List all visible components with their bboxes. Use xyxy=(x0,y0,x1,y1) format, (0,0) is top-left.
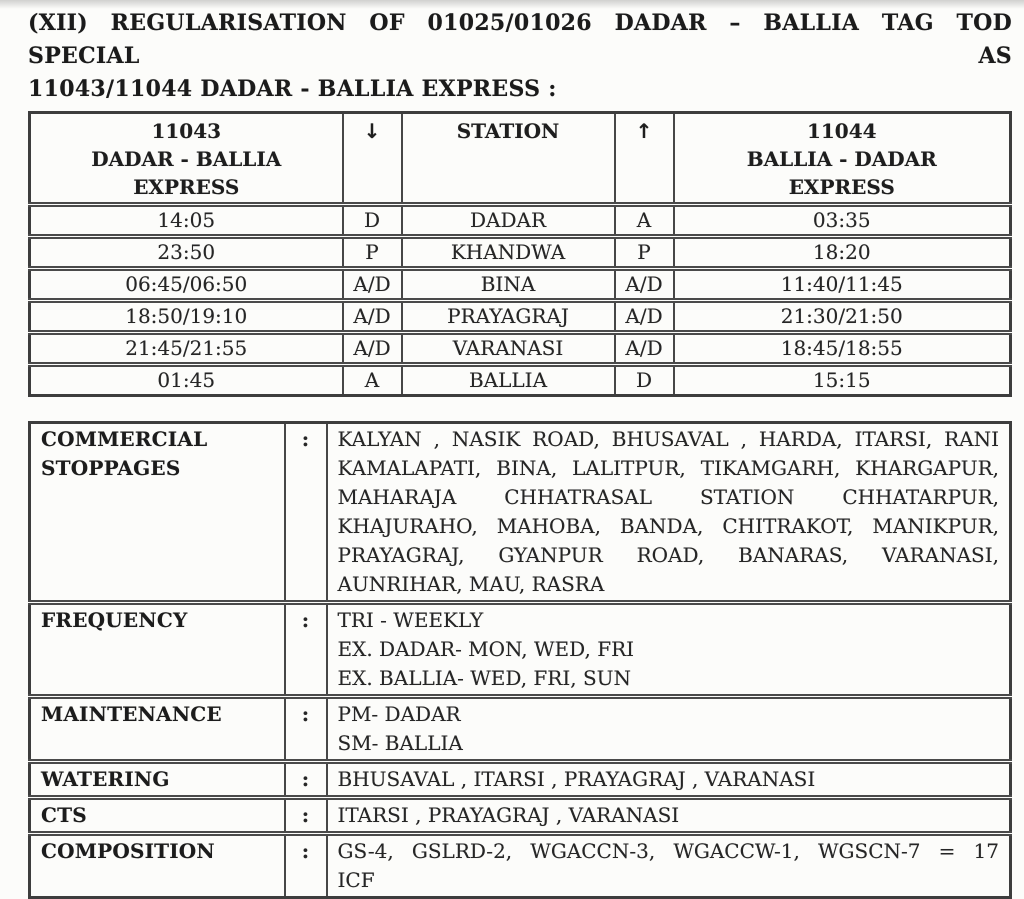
down-time-cell: 23:50 xyxy=(30,237,343,269)
colon-separator: : xyxy=(285,762,327,798)
value-line: ITARSI , PRAYAGRAJ , VARANASI xyxy=(337,803,680,827)
train-11044-type: EXPRESS xyxy=(788,175,895,199)
colon-separator: : xyxy=(285,834,327,898)
down-time-cell: 01:45 xyxy=(30,365,343,396)
up-time-cell: 15:15 xyxy=(674,365,1011,396)
value-line: SM- BALLIA xyxy=(337,731,463,755)
up-mark-cell: A/D xyxy=(615,269,674,301)
down-mark-cell: D xyxy=(343,205,402,237)
train-11044-name: BALLIA - DADAR xyxy=(746,147,937,171)
value-line: KALYAN , NASIK ROAD, BHUSAVAL , HARDA, ITARSI, RANI xyxy=(337,427,999,451)
up-time-cell: 18:20 xyxy=(674,237,1011,269)
row-label: COMPOSITION xyxy=(30,834,285,898)
down-time-cell: 06:45/06:50 xyxy=(30,269,343,301)
row-label: COMMERCIAL STOPPAGES xyxy=(30,423,285,603)
down-time-cell: 21:45/21:55 xyxy=(30,333,343,365)
up-time-cell: 03:35 xyxy=(674,205,1011,237)
station-cell: PRAYAGRAJ xyxy=(402,301,615,333)
row-label: CTS xyxy=(30,798,285,834)
train-11044-number: 11044 xyxy=(806,119,877,143)
row-value xyxy=(327,798,1011,834)
value-line: KAMALAPATI, BINA, LALITPUR, TIKAMGARH, KHARGAPUR, xyxy=(337,456,999,480)
value-line: EX. DADAR- MON, WED, FRI xyxy=(337,637,635,661)
row-label: FREQUENCY xyxy=(30,603,285,697)
schedule-row xyxy=(30,365,1011,396)
down-time-cell: 14:05 xyxy=(30,205,343,237)
value-line: KHAJURAHO, MAHOBA, BANDA, CHITRAKOT, MANIKPUR, xyxy=(337,514,999,538)
up-arrow-icon: ↑ xyxy=(615,113,674,205)
station-cell: KHANDWA xyxy=(402,237,615,269)
train-11043-number: 11043 xyxy=(151,119,222,143)
down-mark-cell: A/D xyxy=(343,301,402,333)
value-line: MAHARAJA CHHATRASAL STATION CHHATARPUR, xyxy=(337,485,999,509)
row-value xyxy=(327,603,1011,697)
heading-line-2: 11043/11044 DADAR - BALLIA EXPRESS : xyxy=(28,76,557,102)
station-cell: BINA xyxy=(402,269,615,301)
down-mark-cell: A xyxy=(343,365,402,396)
station-cell: DADAR xyxy=(402,205,615,237)
up-mark-cell: A xyxy=(615,205,674,237)
details-row-composition xyxy=(30,834,1011,898)
value-line: PM- DADAR xyxy=(337,702,461,726)
row-value xyxy=(327,834,1011,898)
schedule-row xyxy=(30,333,1011,365)
up-mark-cell: P xyxy=(615,237,674,269)
colon-separator: : xyxy=(285,798,327,834)
value-line: BHUSAVAL , ITARSI , PRAYAGRAJ , VARANASI xyxy=(337,767,816,791)
down-mark-cell: P xyxy=(343,237,402,269)
down-mark-cell: A/D xyxy=(343,333,402,365)
row-value xyxy=(327,762,1011,798)
details-row-commercial-stoppages xyxy=(30,423,1011,603)
station-cell: VARANASI xyxy=(402,333,615,365)
up-time-cell: 11:40/11:45 xyxy=(674,269,1011,301)
station-column-header: STATION xyxy=(402,113,615,205)
down-mark-cell: A/D xyxy=(343,269,402,301)
colon-separator: : xyxy=(285,603,327,697)
schedule-row xyxy=(30,301,1011,333)
schedule-header-row xyxy=(30,113,1011,205)
row-label: WATERING xyxy=(30,762,285,798)
value-line: PRAYAGRAJ, GYANPUR ROAD, BANARAS, VARANASI, xyxy=(337,543,999,567)
train-11044-header xyxy=(674,113,1011,205)
row-label: MAINTENANCE xyxy=(30,697,285,762)
page-title xyxy=(28,7,1012,106)
up-time-cell: 18:45/18:55 xyxy=(674,333,1011,365)
details-row-frequency xyxy=(30,603,1011,697)
heading-line-1: (XII) REGULARISATION OF 01025/01026 DADAR – BALLIA TAG TOD SPECIAL AS xyxy=(28,10,1012,69)
schedule-table xyxy=(28,111,1012,397)
train-11043-type: EXPRESS xyxy=(133,175,240,199)
details-row-maintenance xyxy=(30,697,1011,762)
row-value xyxy=(327,423,1011,603)
up-mark-cell: A/D xyxy=(615,301,674,333)
value-line: AUNRIHAR, MAU, RASRA xyxy=(337,572,605,596)
colon-separator: : xyxy=(285,697,327,762)
up-mark-cell: D xyxy=(615,365,674,396)
station-cell: BALLIA xyxy=(402,365,615,396)
schedule-row xyxy=(30,205,1011,237)
down-arrow-icon: ↓ xyxy=(343,113,402,205)
value-line: EX. BALLIA- WED, FRI, SUN xyxy=(337,666,632,690)
up-mark-cell: A/D xyxy=(615,333,674,365)
colon-separator: : xyxy=(285,423,327,603)
down-time-cell: 18:50/19:10 xyxy=(30,301,343,333)
train-11043-name: DADAR - BALLIA xyxy=(91,147,282,171)
row-value xyxy=(327,697,1011,762)
value-line: GS-4, GSLRD-2, WGACCN-3, WGACCW-1, WGSCN-7 = 17 xyxy=(337,839,999,863)
schedule-row xyxy=(30,269,1011,301)
train-11043-header xyxy=(30,113,343,205)
details-row-cts xyxy=(30,798,1011,834)
schedule-row xyxy=(30,237,1011,269)
details-row-watering xyxy=(30,762,1011,798)
value-line: TRI - WEEKLY xyxy=(337,608,484,632)
details-table xyxy=(28,421,1012,899)
up-time-cell: 21:30/21:50 xyxy=(674,301,1011,333)
value-line: ICF xyxy=(337,868,375,892)
